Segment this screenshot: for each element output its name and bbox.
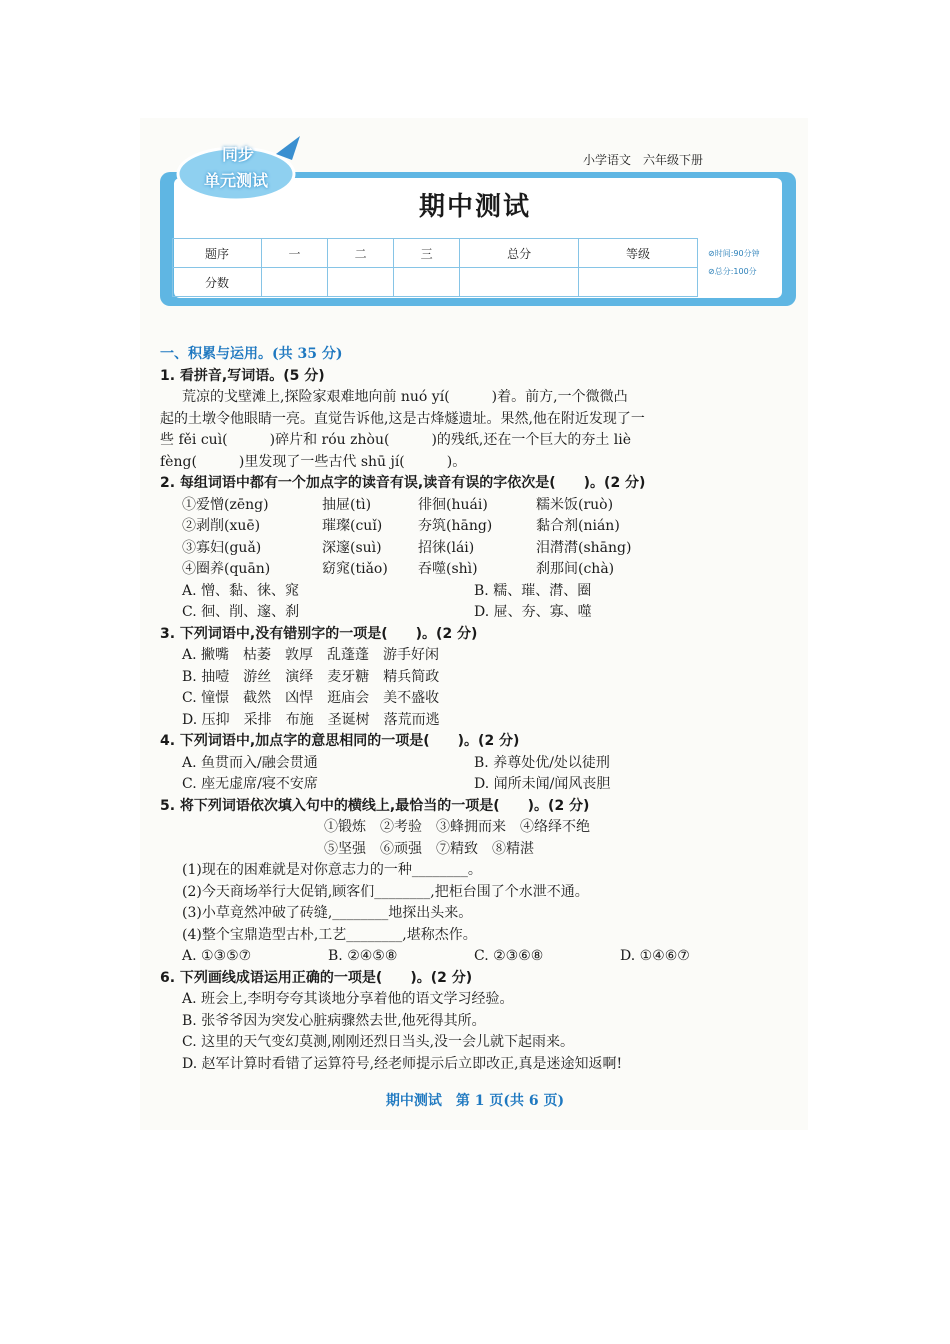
cell: 三 xyxy=(394,239,460,268)
question-stem: 1. 看拼音,写词语。(5 分) xyxy=(160,367,325,384)
question-stem: 2. 每组词语中都有一个加点字的读音有误,读音有误的字依次是( )。(2 分) xyxy=(160,475,646,491)
word: ①爱憎(zēng) xyxy=(182,496,269,513)
option: C. 徊、削、邃、刹 xyxy=(182,604,300,620)
score-input[interactable] xyxy=(262,268,328,297)
word: 泪潸潸(shāng) xyxy=(536,539,632,556)
section-heading: 一、积累与运用。(共 35 分) xyxy=(160,346,343,362)
question-body xyxy=(160,344,800,1075)
option-row xyxy=(160,753,800,775)
option: A. 鱼贯而入/融会贯通 xyxy=(182,754,318,771)
word: 刹那间(chà) xyxy=(536,561,615,577)
word-bank: ⑤坚强 ⑥顽强 ⑦精致 ⑧精湛 xyxy=(324,840,534,857)
word: ④圈养(quān) xyxy=(182,561,271,577)
sentence: (1)现在的困难就是对你意志力的一种________。 xyxy=(182,862,482,878)
option: B. ②④⑤⑧ xyxy=(328,948,398,964)
word: 徘徊(huái) xyxy=(418,496,488,513)
option-row xyxy=(160,774,800,796)
word: 糯米饭(ruò) xyxy=(536,496,614,513)
sentence: (3)小草竟然冲破了砖缝,________地探出头来。 xyxy=(182,905,473,921)
word: 抽屉(tì) xyxy=(322,496,372,513)
score-table xyxy=(172,238,698,297)
cell: 分数 xyxy=(173,268,262,297)
word: 吞噬(shì) xyxy=(418,561,478,577)
word: 深邃(suì) xyxy=(322,539,382,556)
word: 窈窕(tiǎo) xyxy=(322,561,388,577)
word-row xyxy=(160,516,800,538)
badge-line1: 同步 xyxy=(222,145,255,164)
option: D. 压抑 采排 布施 圣诞树 落荒而逃 xyxy=(182,711,440,728)
badge-line2: 单元测试 xyxy=(204,171,269,190)
word: 招徕(lái) xyxy=(418,539,475,556)
option: A. 撇嘴 枯萎 敦厚 乱蓬蓬 游手好闲 xyxy=(182,647,440,663)
text-line: 些 fěi cuì( )碎片和 róu zhòu( )的残纸,还在一个巨大的夯土 liè xyxy=(160,432,632,448)
cell: 二 xyxy=(328,239,394,268)
option: D. 屉、夯、寡、噬 xyxy=(474,604,592,620)
question-stem: 3. 下列词语中,没有错别字的一项是( )。(2 分) xyxy=(160,625,478,642)
option: A. 班会上,李明夸夸其谈地分享着他的语文学习经验。 xyxy=(182,991,514,1007)
word: ③寡妇(guǎ) xyxy=(182,539,262,556)
score-row-header xyxy=(173,239,698,268)
option: C. ②③⑥⑧ xyxy=(474,948,544,964)
option-row xyxy=(160,602,800,624)
option: C. 憧憬 截然 凶悍 逛庙会 美不盛收 xyxy=(182,690,440,706)
option: D. 闻所未闻/闻风丧胆 xyxy=(474,776,611,792)
total-label: ⊘总分:100分 xyxy=(708,267,757,276)
option: C. 这里的天气变幻莫测,刚刚还烈日当头,没一会儿就下起雨来。 xyxy=(182,1034,575,1050)
sentence: (2)今天商场举行大促销,顾客们________,把柜台围了个水泄不通。 xyxy=(182,883,589,900)
option: D. 赵军计算时看错了运算符号,经老师提示后立即改正,真是迷途知返啊! xyxy=(182,1055,623,1072)
option: D. ①④⑥⑦ xyxy=(620,948,690,964)
question-stem: 4. 下列词语中,加点字的意思相同的一项是( )。(2 分) xyxy=(160,733,520,749)
score-input[interactable] xyxy=(394,268,460,297)
option: A. ①③⑤⑦ xyxy=(182,948,252,964)
option-row xyxy=(160,581,800,603)
page-footer: 期中测试 第 1 页(共 6 页) xyxy=(385,1093,565,1109)
cell: 等级 xyxy=(579,239,698,268)
option: B. 糯、璀、潸、圈 xyxy=(474,582,592,599)
score-row-values xyxy=(173,268,698,297)
time-label: ⊘时间:90分钟 xyxy=(708,249,760,258)
score-input[interactable] xyxy=(460,268,579,297)
cell: 题序 xyxy=(173,239,262,268)
text-line: 起的土墩令他眼睛一亮。直觉告诉他,这是古烽燧遗址。果然,他在附近发现了一 xyxy=(160,410,645,427)
option: B. 张爷爷因为突发心脏病骤然去世,他死得其所。 xyxy=(182,1012,486,1029)
question-stem: 5. 将下列词语依次填入句中的横线上,最恰当的一项是( )。(2 分) xyxy=(160,797,590,814)
score-input[interactable] xyxy=(579,268,698,297)
option: B. 养尊处优/处以徒刑 xyxy=(474,754,610,771)
word-row xyxy=(160,538,800,560)
word: 黏合剂(nián) xyxy=(536,518,620,534)
word: 璀璨(cuǐ) xyxy=(322,518,383,534)
word: 夯筑(hāng) xyxy=(418,518,493,534)
word-row xyxy=(160,495,800,517)
sentence: (4)整个宝鼎造型古朴,工艺________,堪称杰作。 xyxy=(182,926,477,943)
cell: 一 xyxy=(262,239,328,268)
word-row xyxy=(160,559,800,581)
option: A. 憎、黏、徕、窕 xyxy=(182,582,300,599)
word-bank: ①锻炼 ②考验 ③蜂拥而来 ④络绎不绝 xyxy=(324,819,590,835)
text-line: fèng( )里发现了一些古代 shū jí( )。 xyxy=(160,453,467,470)
subject-label: 小学语文 六年级下册 xyxy=(583,153,704,167)
option-row xyxy=(160,946,800,968)
page-title: 期中测试 xyxy=(418,192,531,222)
text-line: 荒凉的戈壁滩上,探险家艰难地向前 nuó yí( )着。前方,一个微微凸 xyxy=(182,389,628,405)
option: C. 座无虚席/寝不安席 xyxy=(182,776,318,792)
option: B. 抽噎 游丝 演绎 麦牙糖 精兵简政 xyxy=(182,668,440,685)
word: ②剥削(xuē) xyxy=(182,518,261,534)
question-stem: 6. 下列画线成语运用正确的一项是( )。(2 分) xyxy=(160,969,473,986)
cell: 总分 xyxy=(460,239,579,268)
score-input[interactable] xyxy=(328,268,394,297)
